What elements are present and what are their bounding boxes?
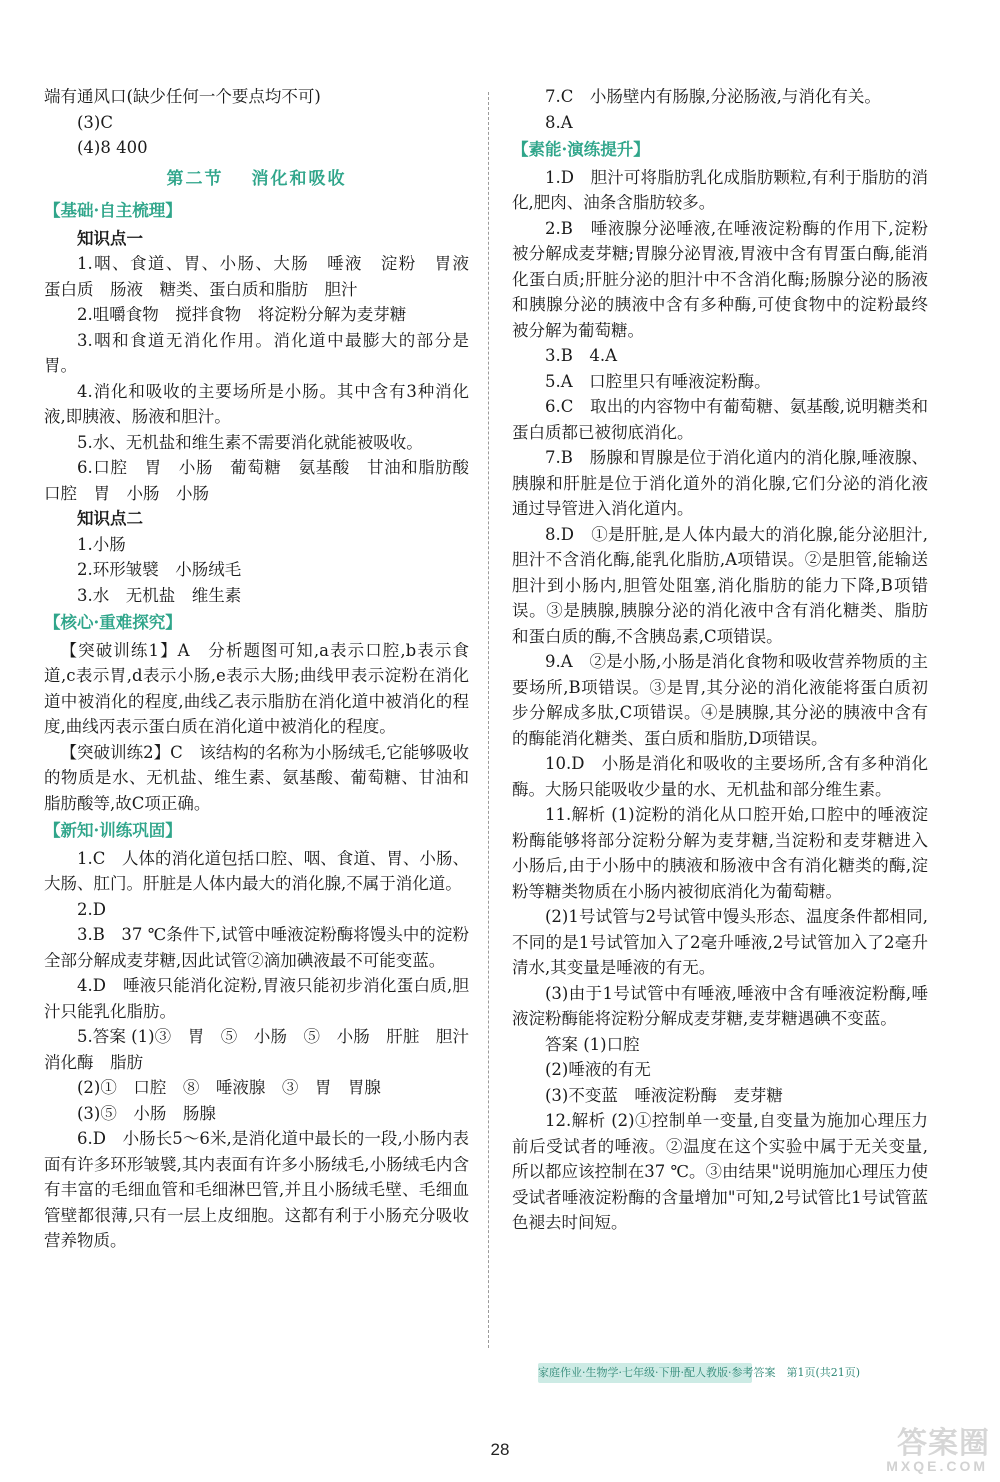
section-banner: 【基础·自主梳理】 [44, 201, 182, 220]
answer-item: 6.C 取出的内容物中有葡萄糖、氨基酸,说明糖类和蛋白质都已被彻底消化。 [512, 397, 928, 442]
answer-item: 答案 (1)口腔 [545, 1034, 640, 1054]
answer-item: (3)不变蓝 唾液淀粉酶 麦芽糖 [545, 1085, 783, 1105]
answer-item: 5.水、无机盐和维生素不需要消化就能被吸收。 [77, 432, 423, 452]
answer-item: 1.C 人体的消化道包括口腔、咽、食道、胃、小肠、大肠、肛门。肝脏是人体内最大的消化腺,不属于消化道。 [44, 848, 469, 893]
answer-item: 【突破训练1】A 分析题图可知,a表示口腔,b表示食道,c表示胃,d表示小肠,e表示大肠;曲线甲表示淀粉在消化道中被消化的程度,曲线乙表示脂肪在消化道中被消化的程度,曲线丙表示蛋白质在消化道中被消化的程度。 [44, 640, 469, 736]
answer-item: 6.口腔 胃 小肠 葡萄糖 氨基酸 甘油和脂肪酸 口腔 胃 小肠 小肠 [44, 458, 486, 503]
section-banner: 【核心·重难探究】 [44, 613, 182, 632]
page-number: 28 [490, 1440, 510, 1459]
paragraph: (4)8 400 [77, 138, 148, 157]
answer-item: 4.消化和吸收的主要场所是小肠。其中含有3种消化液,即胰液、肠液和胆汁。 [44, 381, 469, 426]
answer-item: 5.答案 (1)③ 胃 ⑤ 小肠 ⑤ 小肠 肝脏 胆汁 消化酶 脂肪 [44, 1027, 486, 1072]
left-column [44, 84, 486, 1254]
answer-item: 3.咽和食道无消化作用。消化道中最膨大的部分是胃。 [44, 330, 469, 375]
answer-item: 3.B 4.A [545, 346, 618, 365]
section-title [44, 167, 469, 193]
answer-item: 7.C 小肠壁内有肠腺,分泌肠液,与消化有关。 [545, 87, 881, 106]
column-divider [488, 92, 489, 1348]
answer-item: 12.解析 (2)①控制单一变量,自变量为施加心理压力前后受试者的唾液。②温度在这个实验中属于无关变量,所以都应该控制在37 ℃。③由结果"说明施加心理压力使受试者唾液淀粉酶的含量增加"可知,2号试管比1号试管蓝色褪去时间短。 [512, 1111, 928, 1232]
answer-item: 10.D 小肠是消化和吸收的主要场所,含有多种消化酶。大肠只能吸收少量的水、无机盐和部分维生素。 [512, 754, 928, 799]
answer-item: 1.D 胆汁可将脂肪乳化成脂肪颗粒,有利于脂肪的消化,肥肉、油条含脂肪较多。 [512, 167, 928, 212]
subheading: 知识点一 [77, 228, 143, 248]
answer-item: 4.D 唾液只能消化淀粉,胃液只能初步消化蛋白质,胆汁只能乳化脂肪。 [44, 976, 469, 1021]
answer-item: 2.环形皱襞 小肠绒毛 [77, 560, 242, 579]
section-number: 第二节 [166, 168, 224, 189]
answer-item: 2.咀嚼食物 搅拌食物 将淀粉分解为麦芽糖 [77, 305, 407, 324]
answer-item: (2)1号试管与2号试管中馒头形态、温度条件都相同,不同的是1号试管加入了2毫升唾液,2号试管加入了2毫升清水,其变量是唾液的有无。 [512, 907, 928, 977]
paragraph: (3)C [77, 112, 113, 132]
right-column [512, 84, 928, 1236]
answer-item: 【突破训练2】C 该结构的名称为小肠绒毛,它能够吸收的物质是水、无机盐、维生素、氨基酸、葡萄糖、甘油和脂肪酸等,故C项正确。 [44, 742, 469, 813]
section-name: 消化和吸收 [251, 168, 347, 189]
answer-item: 3.B 37 ℃条件下,试管中唾液淀粉酶将馒头中的淀粉全部分解成麦芽糖,因此试管②滴加碘液最不可能变蓝。 [44, 925, 469, 970]
footer-band: 家庭作业·生物学·七年级·下册·配人教版·参考答案 第1页(共21页) [538, 1363, 752, 1383]
section-banner: 【素能·演练提升】 [512, 140, 650, 159]
answer-item: 8.D ①是肝脏,是人体内最大的消化腺,能分泌胆汁,胆汁不含消化酶,能乳化脂肪,A项错误。②是胆管,能输送胆汁到小肠内,胆管处阻塞,消化脂肪的能力下降,B项错误。③是胰腺,胰腺分泌的消化液中含有消化糖类、脂肪和蛋白质的酶,不含胰岛素,C项错误。 [512, 524, 928, 646]
answer-item: 5.A 口腔里只有唾液淀粉酶。 [545, 371, 771, 391]
answer-item: 7.B 肠腺和胃腺是位于消化道内的消化腺,唾液腺、胰腺和肝脏是位于消化道外的消化腺,它们分泌的消化液通过导管进入消化道内。 [512, 448, 928, 518]
answer-item: 11.解析 (1)淀粉的消化从口腔开始,口腔中的唾液淀粉酶能够将部分淀粉分解为麦芽糖,当淀粉和麦芽糖进入小肠后,由于小肠中的胰液和肠液中含有消化糖类的酶,淀粉等糖类物质在小肠内被彻底消化为葡萄糖。 [512, 805, 928, 901]
answer-item: 2.B 唾液腺分泌唾液,在唾液淀粉酶的作用下,淀粉被分解成麦芽糖;胃腺分泌胃液,胃液中含有胃蛋白酶,能消化蛋白质;肝脏分泌的胆汁中不含消化酶;肠腺分泌的肠液和胰腺分泌的胰液中含有多种酶,可使食物中的淀粉最终被分解为葡萄糖。 [512, 218, 928, 340]
answer-item: 6.D 小肠长5～6米,是消化道中最长的一段,小肠内表面有许多环形皱襞,其内表面有许多小肠绒毛,小肠绒毛内含有丰富的毛细血管和毛细淋巴管,并且小肠绒毛壁、毛细血管壁都很薄,只有一层上皮细胞。这都有利于小肠充分吸收营养物质。 [44, 1129, 469, 1250]
answer-item: (2)① 口腔 ⑧ 唾液腺 ③ 胃 胃腺 [77, 1078, 381, 1097]
answer-item: 8.A [545, 112, 573, 132]
section-banner: 【新知·训练巩固】 [44, 821, 182, 840]
subheading: 知识点二 [77, 509, 143, 528]
answer-item: 1.咽、食道、胃、小肠、大肠 唾液 淀粉 胃液 蛋白质 肠液 糖类、蛋白质和脂肪 胆汁 [44, 254, 486, 299]
answer-item: (3)⑤ 小肠 肠腺 [77, 1103, 216, 1123]
watermark-logo [870, 1418, 992, 1476]
answer-item: 9.A ②是小肠,小肠是消化食物和吸收营养物质的主要场所,B项错误。③是胃,其分泌的消化液能将蛋白质初步分解成多肽,C项错误。④是胰腺,其分泌的胰液中含有的酶能消化糖类、蛋白质和脂肪,D项错误。 [512, 652, 928, 748]
answer-item: 1.小肠 [77, 534, 126, 554]
answer-item: (3)由于1号试管中有唾液,唾液中含有唾液淀粉酶,唾液淀粉酶能将淀粉分解成麦芽糖,麦芽糖遇碘不变蓝。 [512, 983, 928, 1028]
answer-item: 2.D [77, 899, 106, 919]
watermark-url: MXQE.COM [886, 1458, 988, 1474]
watermark-text: 答案圈 [897, 1427, 990, 1460]
answer-item: (2)唾液的有无 [545, 1060, 651, 1079]
paragraph: 端有通风口(缺少任何一个要点均不可) [44, 87, 321, 106]
answer-item: 3.水 无机盐 维生素 [77, 585, 242, 605]
